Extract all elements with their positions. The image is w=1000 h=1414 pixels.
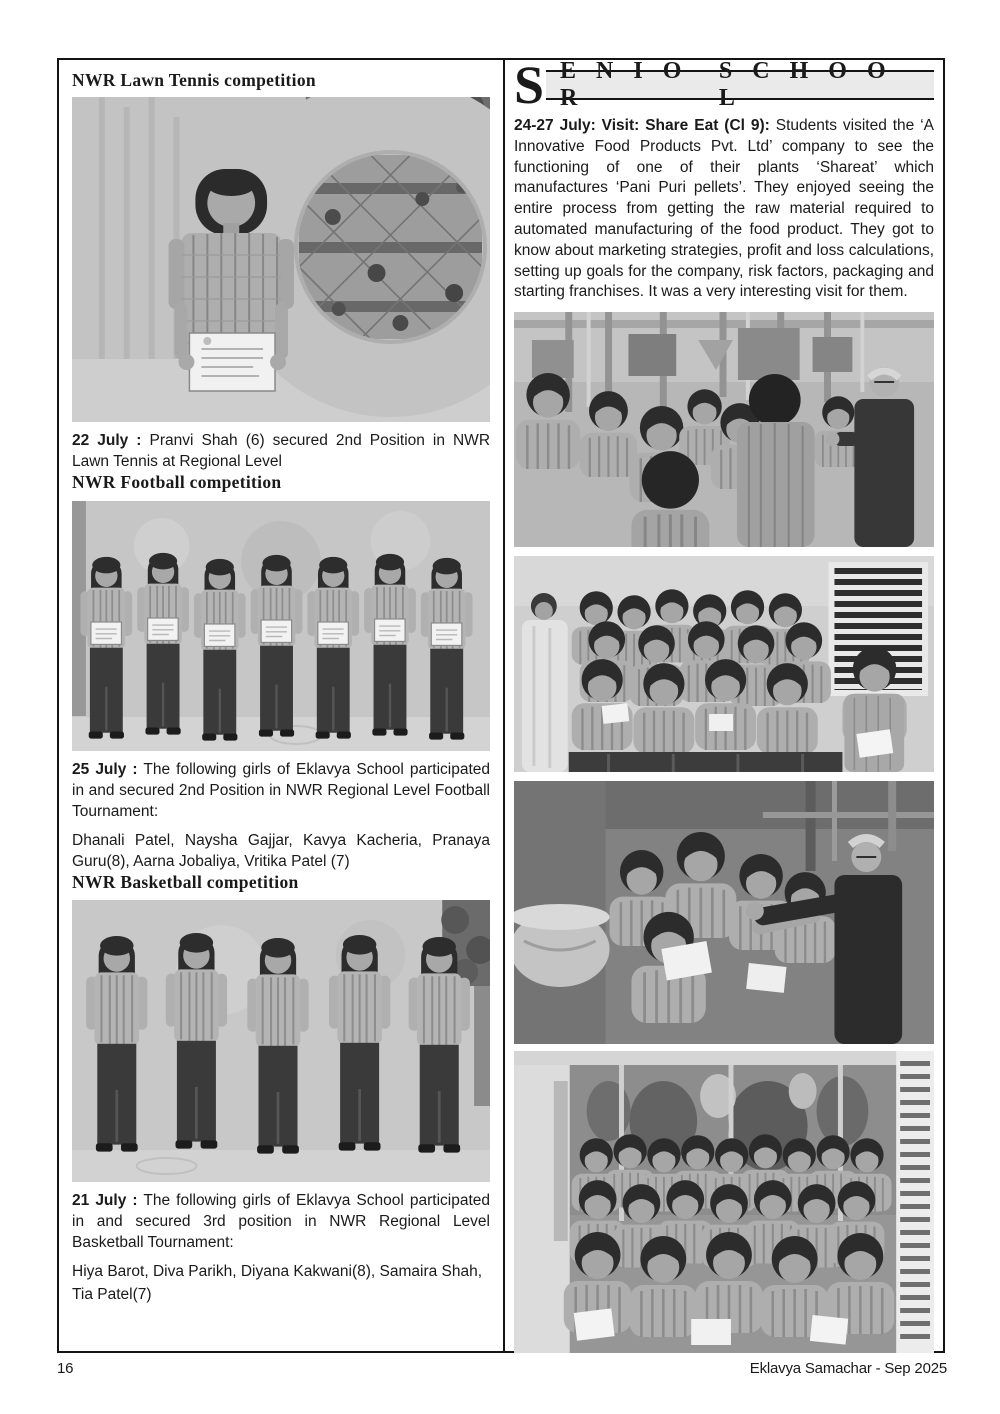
article-body: Students visited the ‘A Innovative Food Products Pvt. Ltd’ company to see the functioning of one of their plants ‘Shareat’ which manufactures ‘Pani Puri pellets’. They enjoyed seeing the entire process from getting the raw material required to automated manufacturing of the food product. They got to know about marketing strategies, profit and loss calculations, setting up goals for the company, risk factors, packaging and starting franchises. It was a very interesting visit for them.: [514, 117, 935, 301]
football-team-names: Dhanali Patel, Naysha Gajjar, Kavya Kacheria, Pranaya Guru(8), Aarna Jobaliya, Vritika Patel (7): [72, 832, 490, 870]
factory-visit-photo-2: [514, 781, 934, 1044]
caption-date: 21 July :: [72, 1192, 138, 1209]
banner-word-2: S C H O O L: [718, 58, 893, 111]
banner-band: [546, 58, 934, 111]
senior-school-banner: [514, 55, 934, 115]
caption-text: The following girls of Eklavya School participated in and secured 2nd Position in NWR Regional Level Football Tournament:: [72, 761, 490, 820]
caption-lawn-tennis: [72, 430, 490, 472]
group-photo-outdoor: [514, 1051, 934, 1353]
heading-football: NWR Football competition: [72, 472, 282, 492]
page-frame: [57, 55, 945, 1353]
caption-date: 22 July :: [72, 432, 142, 449]
banner-dropcap: S: [514, 55, 545, 115]
factory-visit-photo-1: [514, 312, 934, 547]
heading-lawn-tennis: NWR Lawn Tennis competition: [72, 70, 316, 90]
group-photo-shutters: [514, 556, 934, 772]
page-footer: [57, 1360, 947, 1377]
footer-issue-label: Eklavya Samachar - Sep 2025: [749, 1360, 947, 1377]
heading-basketball: NWR Basketball competition: [72, 872, 299, 892]
caption-basketball: [72, 1190, 490, 1253]
share-eat-article: [514, 116, 934, 303]
basketball-team-names: [72, 1261, 490, 1305]
caption-text: Pranvi Shah (6) secured 2nd Position in NWR Lawn Tennis at Regional Level: [72, 432, 491, 470]
names-line-2: Tia Patel(7): [72, 1286, 152, 1303]
article-lead: 24-27 July: Visit: Share Eat (Cl 9):: [514, 117, 770, 134]
left-column: [59, 60, 505, 1351]
lawn-tennis-photo: [72, 97, 490, 422]
page-number: 16: [57, 1360, 74, 1377]
caption-text: The following girls of Eklavya School participated in and secured 3rd position in NWR Regional Level Basketball Tournament:: [72, 1192, 490, 1251]
banner-word-1: E N I O R: [560, 58, 689, 111]
names-line-1: Hiya Barot, Diva Parikh, Diyana Kakwani(8), Samaira Shah,: [72, 1263, 483, 1280]
caption-football: [72, 759, 490, 822]
basketball-photo: [72, 900, 490, 1182]
caption-date: 25 July :: [72, 761, 138, 778]
football-photo: [72, 501, 490, 751]
right-column: [505, 55, 943, 1351]
